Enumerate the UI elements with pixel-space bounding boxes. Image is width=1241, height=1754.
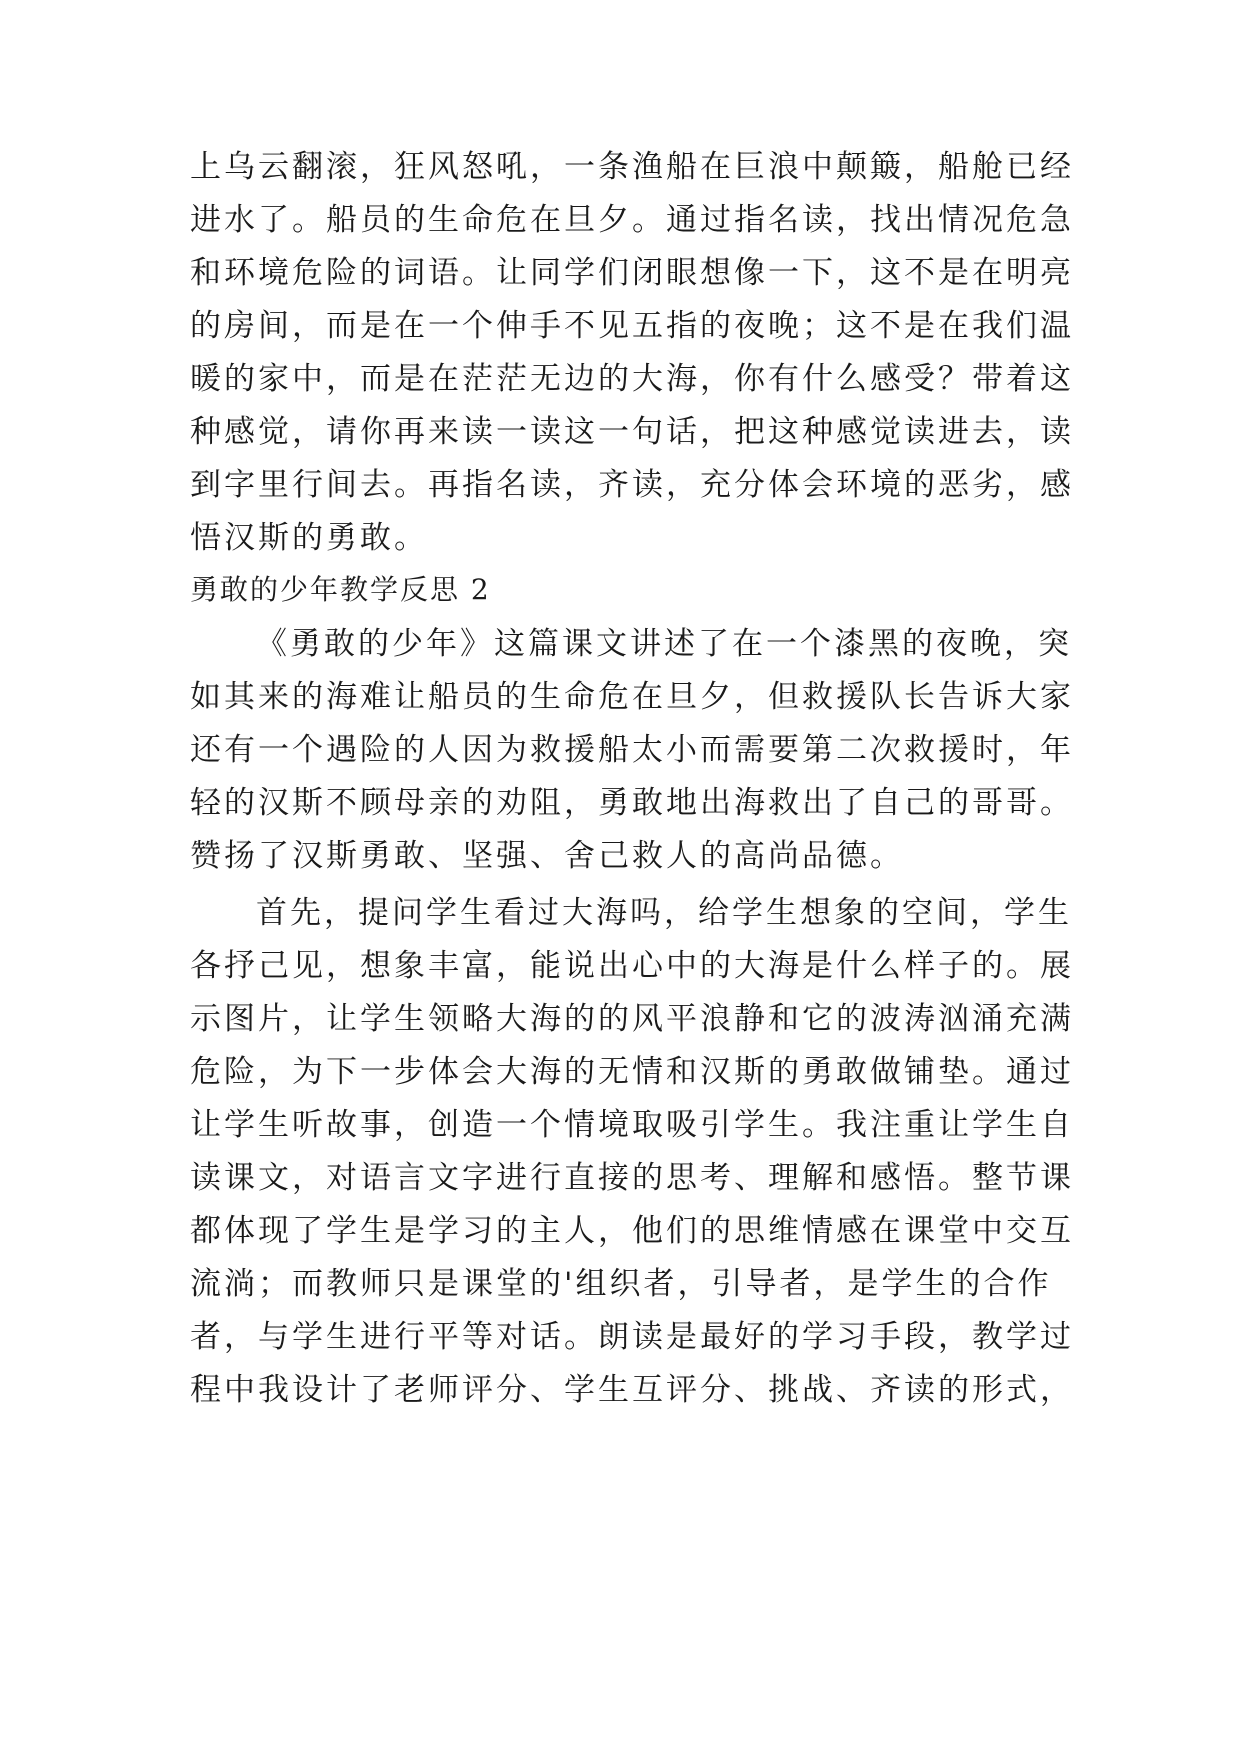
section-heading: 勇敢的少年教学反思 2 [190, 573, 491, 606]
text-line: 悟汉斯的勇敢。 [190, 520, 428, 556]
text-line: 危险，为下一步体会大海的无情和汉斯的勇敢做铺垫。通过 [190, 1054, 1074, 1090]
text-line: 程中我设计了老师评分、学生互评分、挑战、齐读的形式， [190, 1372, 1074, 1408]
text-line: 示图片，让学生领略大海的的风平浪静和它的波涛汹涌充满 [190, 1001, 1074, 1037]
text-line: 还有一个遇险的人因为救援船太小而需要第二次救援时，年 [190, 732, 1074, 768]
text-line: 《勇敢的少年》这篇课文讲述了在一个漆黑的夜晚，突 [256, 626, 1072, 662]
text-line: 和环境危险的词语。让同学们闭眼想像一下，这不是在明亮 [190, 255, 1074, 291]
text-line: 暖的家中，而是在茫茫无边的大海，你有什么感受？带着这 [190, 361, 1074, 397]
text-line: 轻的汉斯不顾母亲的劝阻，勇敢地出海救出了自己的哥哥。 [190, 785, 1074, 821]
text-line: 读课文，对语言文字进行直接的思考、理解和感悟。整节课 [190, 1160, 1074, 1196]
text-line: 让学生听故事，创造一个情境取吸引学生。我注重让学生自 [190, 1107, 1074, 1143]
text-line: 种感觉，请你再来读一读这一句话，把这种感觉读进去，读 [190, 414, 1074, 450]
text-line: 上乌云翻滚，狂风怒吼，一条渔船在巨浪中颠簸，船舱已经 [190, 149, 1074, 185]
text-line: 都体现了学生是学习的主人，他们的思维情感在课堂中交互 [190, 1213, 1074, 1249]
text-line: 的房间，而是在一个伸手不见五指的夜晚；这不是在我们温 [190, 308, 1074, 344]
text-line: 到字里行间去。再指名读，齐读，充分体会环境的恶劣，感 [190, 467, 1074, 503]
text-line: 首先，提问学生看过大海吗，给学生想象的空间，学生 [256, 895, 1072, 931]
text-line: 赞扬了汉斯勇敢、坚强、舍己救人的高尚品德。 [190, 838, 904, 874]
text-line: 者，与学生进行平等对话。朗读是最好的学习手段，教学过 [190, 1319, 1074, 1355]
text-line: 各抒己见，想象丰富，能说出心中的大海是什么样子的。展 [190, 948, 1074, 984]
text-line: 进水了。船员的生命危在旦夕。通过指名读，找出情况危急 [190, 202, 1074, 238]
text-line: 流淌；而教师只是课堂的'组织者，引导者，是学生的合作 [190, 1266, 1052, 1302]
text-line: 如其来的海难让船员的生命危在旦夕，但救援队长告诉大家 [190, 679, 1074, 715]
